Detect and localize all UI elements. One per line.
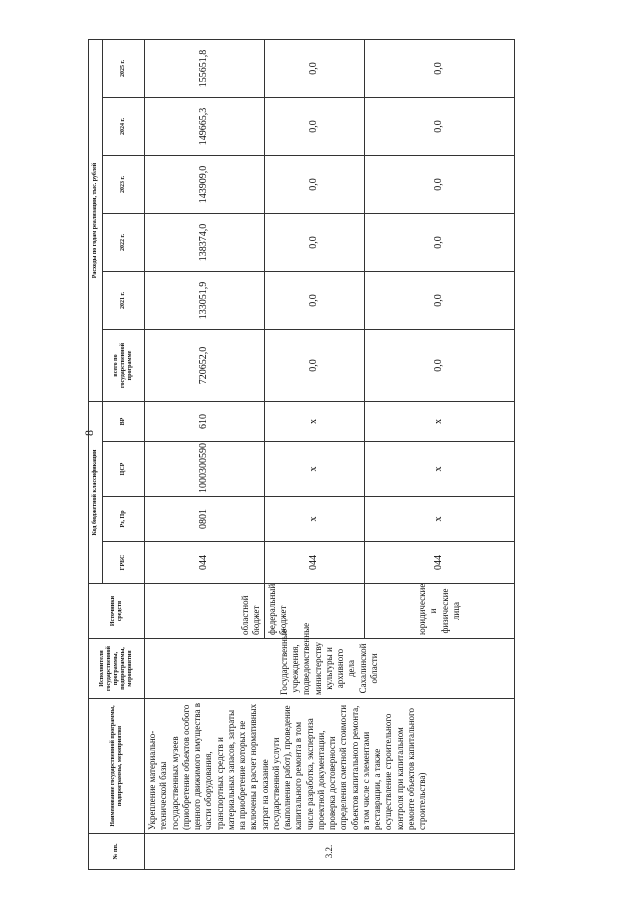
- program-table: [88, 39, 515, 870]
- header-year-2025: 2025 г.: [103, 39, 145, 97]
- header-name: Наименование государственной программы, подпрограммы, мероприятия: [89, 699, 145, 834]
- cell-rzpr: 0801: [145, 497, 265, 542]
- cell-2021: 0,0: [365, 271, 515, 329]
- header-year-2021: 2021 г.: [103, 271, 145, 329]
- cell-2023: 0,0: [265, 155, 365, 213]
- cell-csr: х: [265, 442, 365, 497]
- cell-csr: 1000300590: [145, 442, 265, 497]
- cell-2025: 155651,8: [145, 39, 265, 97]
- row-number: 3.2.: [145, 834, 515, 870]
- cell-rzpr: х: [265, 497, 365, 542]
- header-csr: ЦСР: [103, 442, 145, 497]
- header-row-1: [89, 39, 103, 869]
- cell-2025: 0,0: [365, 39, 515, 97]
- cell-csr: х: [365, 442, 515, 497]
- table-row-regional: [145, 39, 265, 869]
- executor-name: Государственные учреждения, подведомственные министерству культуры и архивного дела Сахалинской области: [145, 639, 515, 699]
- header-grbs: ГРБС: [103, 542, 145, 584]
- page-number: 8: [82, 430, 96, 436]
- header-year-2023: 2023 г.: [103, 155, 145, 213]
- header-rzpr: Рз, Пр: [103, 497, 145, 542]
- cell-2022: 138374,0: [145, 213, 265, 271]
- source-name: областной бюджет: [145, 584, 265, 639]
- header-year-2024: 2024 г.: [103, 97, 145, 155]
- cell-vr: 610: [145, 401, 265, 441]
- header-num: № пп.: [89, 834, 145, 870]
- cell-grbs: 044: [145, 542, 265, 584]
- cell-2022: 0,0: [365, 213, 515, 271]
- cell-2024: 0,0: [265, 97, 365, 155]
- cell-2024: 0,0: [365, 97, 515, 155]
- header-year-2022: 2022 г.: [103, 213, 145, 271]
- header-codes-group: Код бюджетной классификации: [89, 401, 103, 583]
- header-executor: Исполнители государственной программы, подпрограммы, мероприятия: [89, 639, 145, 699]
- cell-rzpr: х: [365, 497, 515, 542]
- header-total: всего по государственной программе: [103, 329, 145, 401]
- cell-2024: 149665,3: [145, 97, 265, 155]
- source-name: юридические и физические лица: [365, 584, 515, 639]
- rotated-table-container: [88, 40, 513, 870]
- cell-2025: 0,0: [265, 39, 365, 97]
- cell-2023: 0,0: [365, 155, 515, 213]
- cell-total: 720652,0: [145, 329, 265, 401]
- header-expenses-group: Расходы по годам реализации, тыс. рублей: [89, 39, 103, 401]
- cell-vr: х: [265, 401, 365, 441]
- cell-vr: х: [365, 401, 515, 441]
- header-vr: ВР: [103, 401, 145, 441]
- cell-2021: 0,0: [265, 271, 365, 329]
- cell-2021: 133051,9: [145, 271, 265, 329]
- header-source: Источники средств: [89, 584, 145, 639]
- cell-2022: 0,0: [265, 213, 365, 271]
- cell-grbs: 044: [365, 542, 515, 584]
- measure-name: Укрепление материально-технической базы государственных музеев (приобретение объектов особого ценного движимого имущества в части оборудования, транспортных средств и материальных запасов, затраты на приобретение которых не включены в расчет нормативных затрат на оказание государственной услуги (выполнение работ), проведение капитального ремонта в том числе разработка, экспертиза проектной документации, проверка достоверности определения сметной стоимости объектов капитального ремонта, в том числе с элементами реставрации, а также осуществление строительного контроля при капитальном ремонте объектов капитального строительства): [145, 699, 515, 834]
- cell-total: 0,0: [365, 329, 515, 401]
- cell-2023: 143909,0: [145, 155, 265, 213]
- source-name: федеральный бюджет: [265, 584, 365, 639]
- cell-grbs: 044: [265, 542, 365, 584]
- cell-total: 0,0: [265, 329, 365, 401]
